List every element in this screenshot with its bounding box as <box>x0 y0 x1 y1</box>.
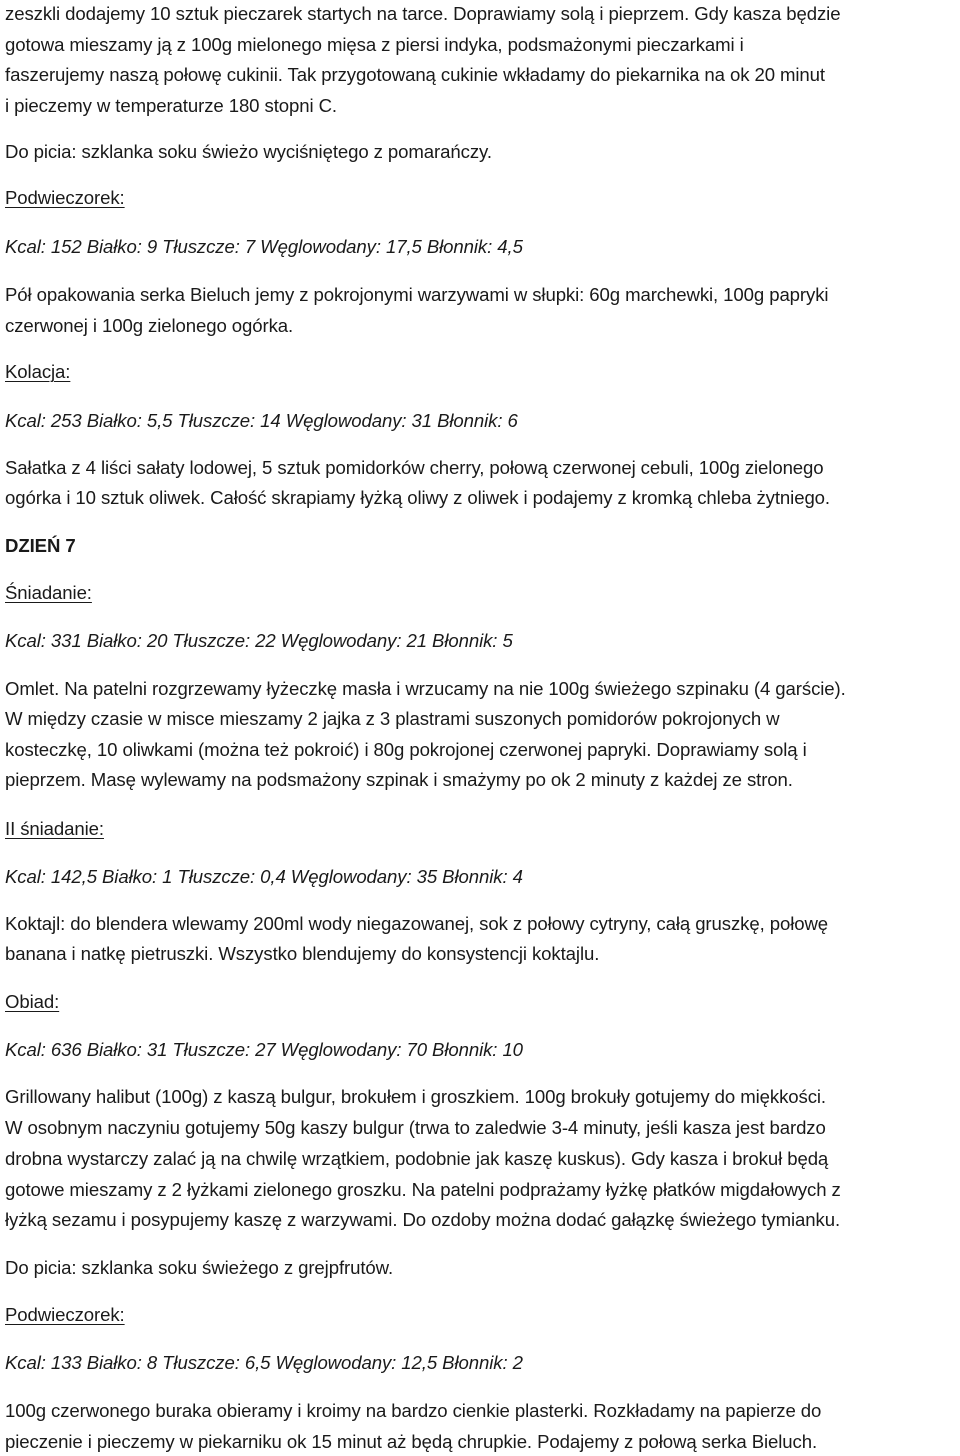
paragraph-line: czerwonej i 100g zielonego ogórka. <box>5 315 294 336</box>
day-heading: DZIEŃ 7 <box>5 535 76 556</box>
paragraph-line: banana i natkę pietruszki. Wszystko blendujemy do konsystencji koktajlu. <box>5 943 600 964</box>
paragraph-line: zeszkli dodajemy 10 sztuk pieczarek startych na tarce. Doprawiamy solą i pieprzem. Gdy kasza będzie <box>5 3 841 24</box>
macro-summary: Kcal: 331 Białko: 20 Tłuszcze: 22 Węglowodany: 21 Błonnik: 5 <box>5 630 513 651</box>
macro-summary: Kcal: 133 Białko: 8 Tłuszcze: 6,5 Węglowodany: 12,5 Błonnik: 2 <box>5 1352 523 1373</box>
paragraph-line: W między czasie w misce mieszamy 2 jajka z 3 plastrami suszonych pomidorów pokrojonych w <box>5 708 780 729</box>
drink-note: Do picia: szklanka soku świeżo wyciśniętego z pomarańczy. <box>5 141 492 162</box>
drink-note: Do picia: szklanka soku świeżego z grejpfrutów. <box>5 1257 394 1278</box>
meal-heading-ii-sniadanie: II śniadanie: <box>5 818 104 839</box>
paragraph-line: kosteczkę, 10 oliwkami (można też pokroić) i 80g pokrojonej czerwonej papryki. Doprawiamy solą i <box>5 739 807 760</box>
paragraph-line: Koktajl: do blendera wlewamy 200ml wody niegazowanej, sok z połowy cytryny, całą gruszkę, połowę <box>5 913 829 934</box>
paragraph-line: Sałatka z 4 liści sałaty lodowej, 5 sztuk pomidorków cherry, połową czerwonej cebuli, 100g zielonego <box>5 457 824 478</box>
paragraph-line: gotowa mieszamy ją z 100g mielonego mięsa z piersi indyka, podsmażonymi pieczarkami i <box>5 34 744 55</box>
paragraph-line: Omlet. Na patelni rozgrzewamy łyżeczkę masła i wrzucamy na nie 100g świeżego szpinaku (4 garście). <box>5 678 846 699</box>
paragraph-line: ogórka i 10 sztuk oliwek. Całość skrapiamy łyżką oliwy z oliwek i podajemy z kromką chleba żytniego. <box>5 487 830 508</box>
paragraph-line: łyżką sezamu i posypujemy kaszę z warzywami. Do ozdoby można dodać gałązkę świeżego tymianku. <box>5 1209 841 1230</box>
macro-summary: Kcal: 636 Białko: 31 Tłuszcze: 27 Węglowodany: 70 Błonnik: 10 <box>5 1039 523 1060</box>
meal-heading-podwieczorek: Podwieczorek: <box>5 1304 125 1325</box>
paragraph-line: Pół opakowania serka Bieluch jemy z pokrojonymi warzywami w słupki: 60g marchewki, 100g papryki <box>5 284 829 305</box>
macro-summary: Kcal: 253 Białko: 5,5 Tłuszcze: 14 Węglowodany: 31 Błonnik: 6 <box>5 410 518 431</box>
paragraph-line: i pieczemy w temperaturze 180 stopni C. <box>5 95 337 116</box>
paragraph-line: pieprzem. Masę wylewamy na podsmażony szpinak i smażymy po ok 2 minuty z każdej ze stron. <box>5 769 793 790</box>
meal-heading-podwieczorek: Podwieczorek: <box>5 187 125 208</box>
meal-heading-kolacja: Kolacja: <box>5 361 71 382</box>
macro-summary: Kcal: 152 Białko: 9 Tłuszcze: 7 Węglowodany: 17,5 Błonnik: 4,5 <box>5 236 523 257</box>
paragraph-line: gotowe mieszamy z 2 łyżkami zielonego groszku. Na patelni podprażamy łyżkę płatków migdałowych z <box>5 1179 841 1200</box>
paragraph-line: W osobnym naczyniu gotujemy 50g kaszy bulgur (trwa to zaledwie 3-4 minuty, jeśli kasza jest bardzo <box>5 1117 826 1138</box>
meal-heading-sniadanie: Śniadanie: <box>5 582 92 603</box>
paragraph-line: drobna wystarczy zalać ją na chwilę wrzątkiem, podobnie jak kaszę kuskus). Gdy kasza i brokuł będą <box>5 1148 829 1169</box>
macro-summary: Kcal: 142,5 Białko: 1 Tłuszcze: 0,4 Węglowodany: 35 Błonnik: 4 <box>5 866 523 887</box>
paragraph-line: faszerujemy naszą połowę cukinii. Tak przygotowaną cukinie wkładamy do piekarnika na ok 20 minut <box>5 64 825 85</box>
paragraph-line: Grillowany halibut (100g) z kaszą bulgur, brokułem i groszkiem. 100g brokuły gotujemy do miękkości. <box>5 1086 826 1107</box>
meal-heading-obiad: Obiad: <box>5 991 60 1012</box>
paragraph-line: 100g czerwonego buraka obieramy i kroimy na bardzo cienkie plasterki. Rozkładamy na papierze do <box>5 1400 822 1421</box>
paragraph-line: pieczenie i pieczemy w piekarniku ok 15 minut aż będą chrupkie. Podajemy z połową serka Bieluch. <box>5 1431 818 1452</box>
